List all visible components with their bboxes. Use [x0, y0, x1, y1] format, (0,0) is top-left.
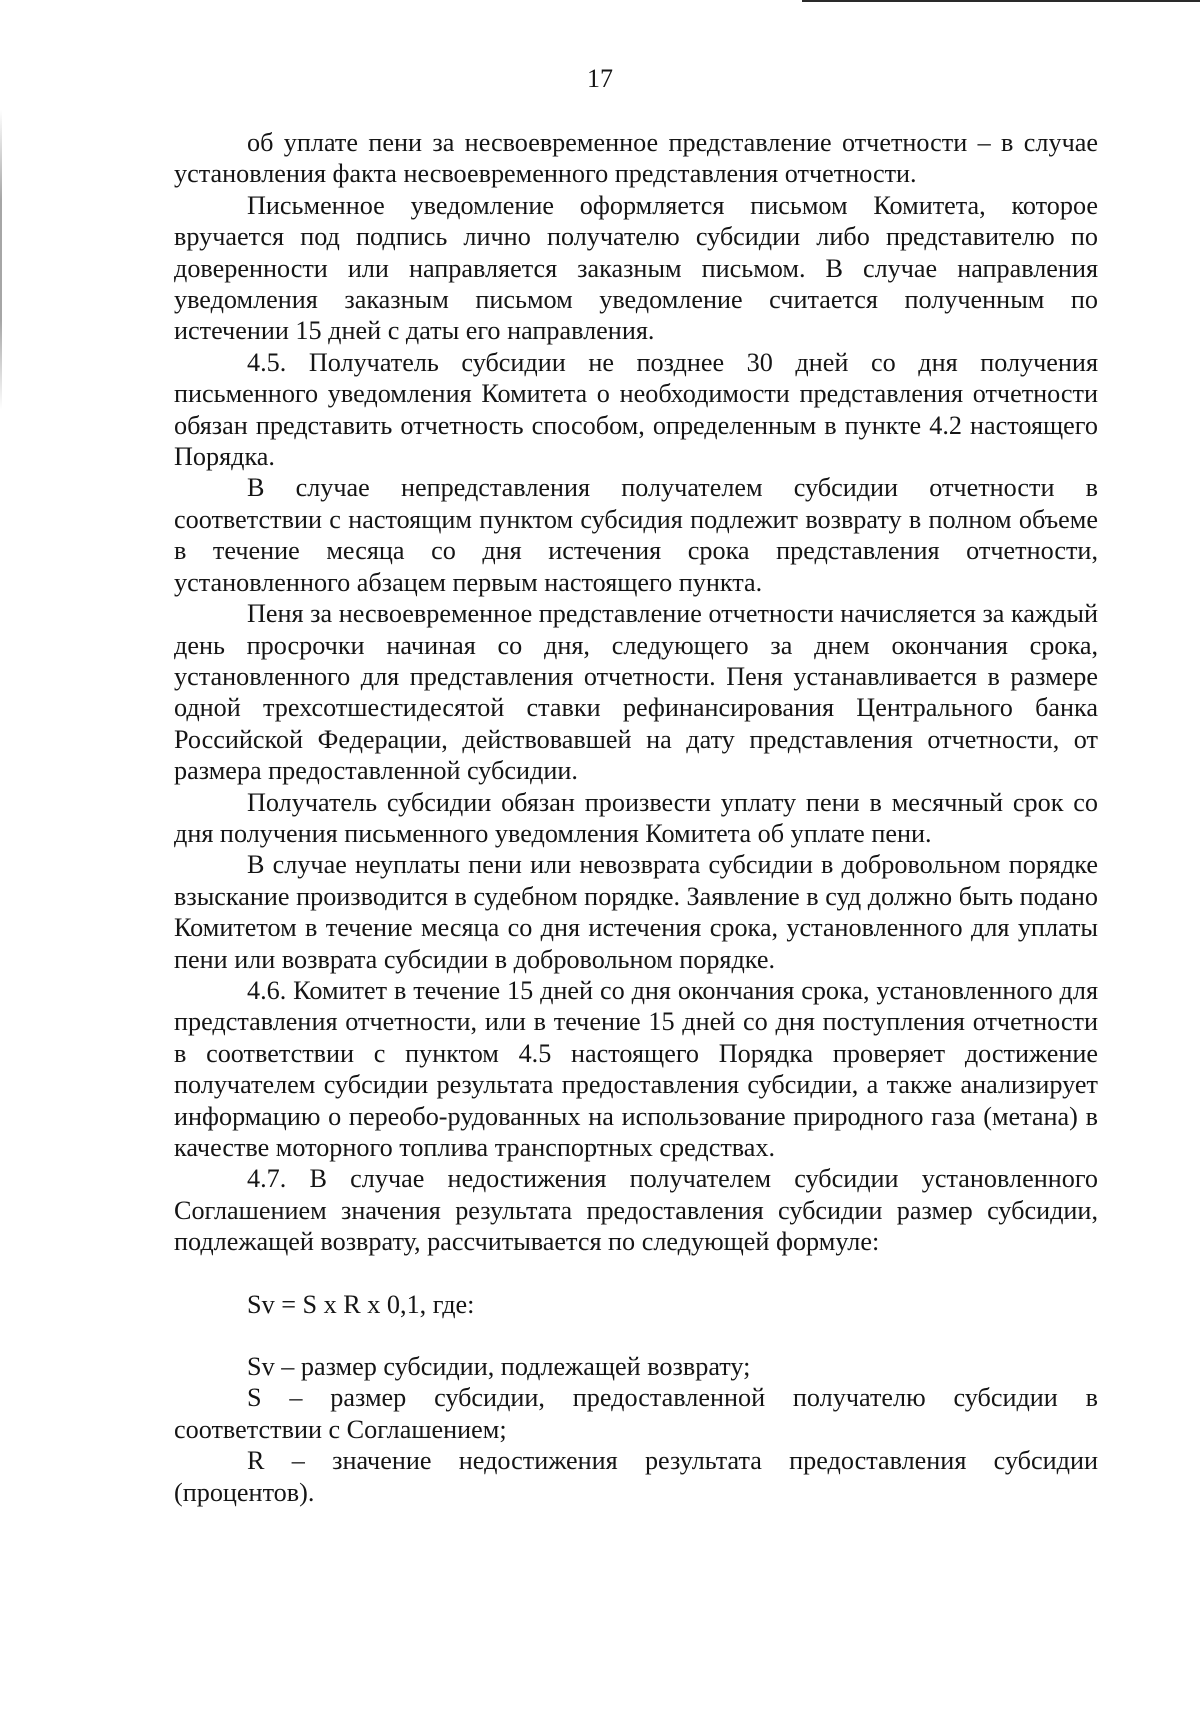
- paragraph-clause-4-5: 4.5. Получатель субсидии не позднее 30 дней со дня получения письменного уведомления Комитета о необходимости представления отчетности обязан представить отчетность способом, определенным в пункте 4.2 настоящего Порядка.: [174, 347, 1098, 472]
- paragraph-penalty-accrual: Пеня за несвоевременное представление отчетности начисляется за каждый день просрочки начиная со дня, следующего за днем окончания срока, установленного для представления отчетности. Пеня устанавливается в размере одной трехсотшестидесятой ставки рефинансирования Центрального банка Российской Федерации, действовавшей на дату представления отчетности, от размера предоставленной субсидии.: [174, 599, 1098, 786]
- paragraph-written-notice: Письменное уведомление оформляется письмом Комитета, которое вручается под подпись лично получателю субсидии либо представителю по доверенности или направляется заказным письмом. В случае направления уведомления заказным письмом уведомление считается полученным по истечении 15 дней с даты его направления.: [174, 190, 1098, 346]
- paragraph-clause-4-7: 4.7. В случае недостижения получателем субсидии установленного Соглашением значения результата предоставления субсидии размер субсидии, подлежащей возврату, рассчитывается по следующей формуле:: [174, 1164, 1098, 1257]
- paragraph-court-recovery: В случае неуплаты пени или невозврата субсидии в добровольном порядке взыскание производится в судебном порядке. Заявление в суд должно быть подано Комитетом в течение месяца со дня истечения срока, установленного для уплаты пени или возврата субсидии в добровольном порядке.: [174, 850, 1098, 974]
- paragraph-penalty-deadline: Получатель субсидии обязан произвести уплату пени в месячный срок со дня получения письменного уведомления Комитета об уплате пени.: [174, 787, 1098, 848]
- scan-edge-line-left: [0, 110, 2, 410]
- formula-spacer: [174, 1320, 1098, 1351]
- scan-edge-line-top: [802, 0, 1200, 2]
- page-number: 17: [587, 64, 613, 93]
- definition-sv: Sv – размер субсидии, подлежащей возврату;: [247, 1352, 751, 1382]
- paragraph-non-submission: В случае непредставления получателем субсидии отчетности в соответствии с настоящим пунктом субсидия подлежит возврату в полном объеме в течение месяца со дня истечения срока представления отчетности, установленного абзацем первым настоящего пункта.: [174, 473, 1098, 597]
- paragraph-penalty-payment: об уплате пени за несвоевременное представление отчетности – в случае установления факта несвоевременного представления отчетности.: [174, 128, 1098, 189]
- document-body: [174, 127, 1098, 1508]
- paragraph-clause-4-6: 4.6. Комитет в течение 15 дней со дня окончания срока, установленного для представления отчетности, или в течение 15 дней со дня поступления отчетности в соответствии с пунктом 4.5 настоящего Порядка проверяет достижение получателем субсидии результата предоставления субсидии, а также анализирует информацию о переобо-рудованных на использование природного газа (метана) в качестве моторного топлива транспортных средствах.: [174, 975, 1098, 1162]
- definition-r: R – значение недостижения результата предоставления субсидии (процентов).: [174, 1446, 1098, 1507]
- refund-formula: Sv = S x R x 0,1, где:: [247, 1289, 475, 1319]
- definition-s: S – размер субсидии, предоставленной получателю субсидии в соответствии с Соглашением;: [174, 1383, 1098, 1444]
